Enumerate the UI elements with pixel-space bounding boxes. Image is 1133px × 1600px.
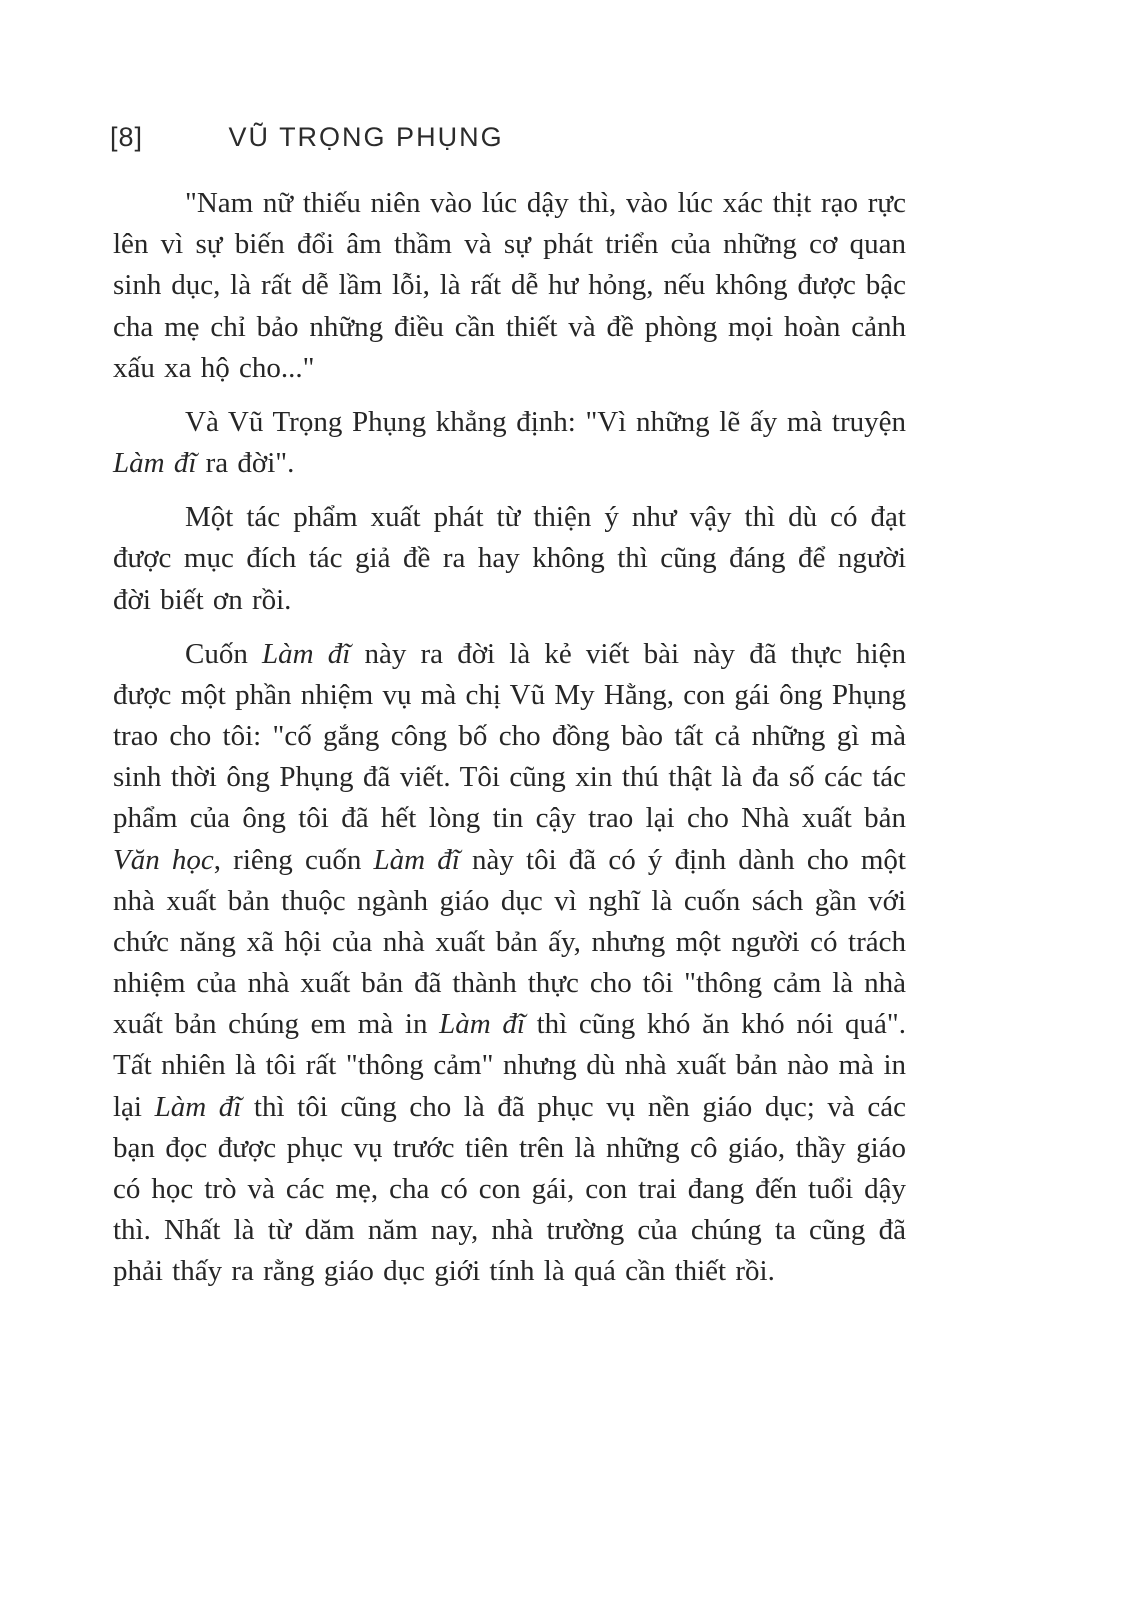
text-segment: Cuốn <box>185 637 263 670</box>
text-segment: Một tác phẩm xuất phát từ thiện ý như vậy thì dù có đạt được mục đích tác giả đề ra hay không thì cũng đáng để người đời biết ơn rồi. <box>113 501 906 616</box>
paragraph <box>113 634 906 1293</box>
italic-book-title: Làm đĩ <box>373 843 460 876</box>
italic-book-title: Làm đĩ <box>154 1090 242 1123</box>
text-segment: ra đời". <box>196 447 295 480</box>
italic-book-title: Làm đĩ <box>262 637 351 670</box>
paragraph <box>113 183 906 389</box>
page-header <box>110 122 504 153</box>
italic-book-title: Làm đĩ <box>439 1008 525 1041</box>
italic-book-title: Văn học <box>113 843 214 876</box>
paragraph <box>113 402 906 484</box>
text-segment: thì tôi cũng cho là đã phục vụ nền giáo dục; và các bạn đọc được phục vụ trước tiên trên là những cô giáo, thầy giáo có học trò và các mẹ, cha có con gái, con trai đang đến tuổi dậy thì. Nhất là từ dăm năm nay, nhà trường của chúng ta cũng đã phải thấy ra rằng giáo dục giới tính là quá cần thiết rồi. <box>113 1090 906 1288</box>
italic-book-title: Làm đĩ <box>113 447 197 480</box>
text-segment: này tôi đã có ý định dành cho một nhà xuất bản thuộc ngành giáo dục vì nghĩ là cuốn sách gần với chức năng xã hội của nhà xuất bản ấy, nhưng một người có trách nhiệm của nhà xuất bản đã thành thực cho tôi "thông cảm là nhà xuất bản chúng em mà in <box>113 843 906 1041</box>
text-segment: thì cũng khó ăn khó nói quá". Tất nhiên là tôi rất "thông cảm" nhưng dù nhà xuất bản nào mà in lại <box>113 1008 907 1123</box>
text-segment: "Nam nữ thiếu niên vào lúc dậy thì, vào lúc xác thịt rạo rực lên vì sự biến đổi âm thầm và sự phát triển của những cơ quan sinh dục, là rất dễ lầm lỗi, là rất dễ hư hỏng, nếu không được bậc cha mẹ chỉ bảo những điều cần thiết và đề phòng mọi hoàn cảnh xấu xa hộ cho..." <box>113 187 906 384</box>
text-segment: này ra đời là kẻ viết bài này đã thực hiện được một phần nhiệm vụ mà chị Vũ My Hằng, con gái ông Phụng trao cho tôi: "cố gắng công bố cho đồng bào tất cả những gì mà sinh thời ông Phụng đã viết. Tôi cũng xin thú thật là đa số các tác phẩm của ông tôi đã hết lòng tin cậy trao lại cho Nhà xuất bản <box>113 637 906 835</box>
page-number: [8] <box>110 122 144 152</box>
paragraph <box>113 497 906 621</box>
text-segment: Và Vũ Trọng Phụng khẳng định: "Vì những lẽ ấy mà truyện <box>185 405 906 438</box>
text-segment: , riêng cuốn <box>213 843 374 876</box>
running-header: VŨ TRỌNG PHỤNG <box>228 122 504 152</box>
page-body <box>113 183 906 1305</box>
